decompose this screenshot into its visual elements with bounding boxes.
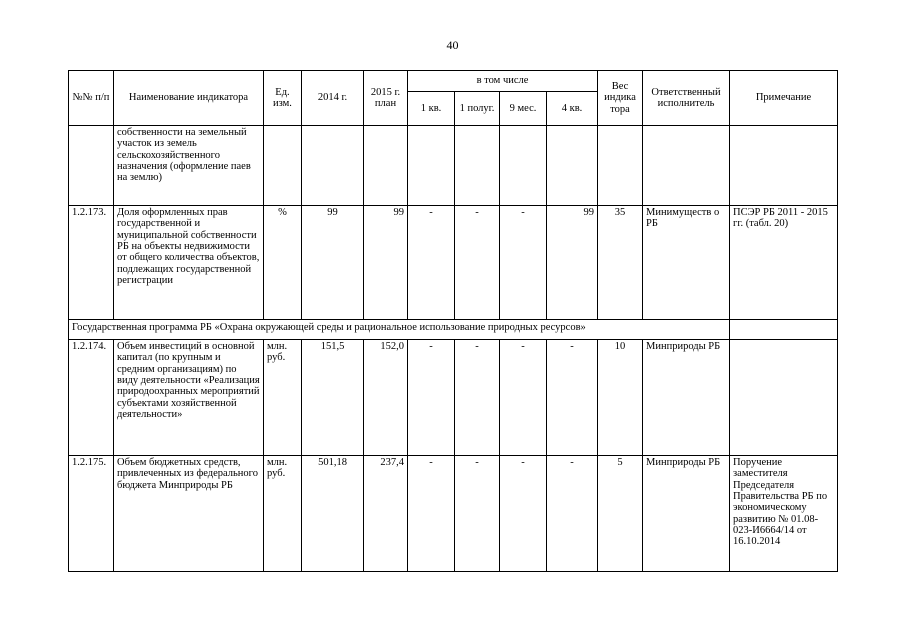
row-9m (500, 126, 547, 206)
section-note (730, 320, 838, 340)
header-unit: Ед. изм. (264, 71, 302, 126)
row-note (730, 340, 838, 456)
header-including: в том числе (408, 71, 598, 92)
indicators-table (68, 70, 838, 572)
header-responsible: Ответственный исполнитель (643, 71, 730, 126)
table-row (69, 206, 838, 320)
row-9m: - (500, 340, 547, 456)
row-note: Поручение заместителя Председателя Правительства РБ по экономическому развитию № 01.08-023-И6664/14 от 16.10.2014 (730, 456, 838, 572)
row-q1: - (408, 206, 455, 320)
table-row (69, 340, 838, 456)
row-q1: - (408, 340, 455, 456)
row-unit (264, 126, 302, 206)
row-2014: 151,5 (302, 340, 364, 456)
page-number: 40 (446, 38, 459, 52)
row-q4 (547, 126, 598, 206)
row-q4: - (547, 340, 598, 456)
header-h1: 1 полуг. (455, 92, 500, 126)
section-row (69, 320, 838, 340)
row-2014 (302, 126, 364, 206)
table-row (69, 456, 838, 572)
row-name: Объем инвестиций в основной капитал (по крупным и средним организациям) по виду деятельности «Реализация природоохранных мероприятий субъектами хозяйственной деятельности» (114, 340, 264, 456)
row-num: 1.2.175. (69, 456, 114, 572)
row-name: Объем бюджетных средств, привлеченных из федерального бюджета Минприроды РБ (114, 456, 264, 572)
row-responsible: Минприроды РБ (643, 340, 730, 456)
row-weight: 35 (598, 206, 643, 320)
row-q4: 99 (547, 206, 598, 320)
header-name: Наименование индикатора (114, 71, 264, 126)
header-num: №№ п/п (69, 71, 114, 126)
row-h1: - (455, 340, 500, 456)
row-num (69, 126, 114, 206)
row-name: Доля оформленных прав государственной и муниципальной собственности РБ на объекты недвижимости от общего количества объектов, подлежащих государственной регистрации (114, 206, 264, 320)
section-title: Государственная программа РБ «Охрана окружающей среды и рациональное использование природных ресурсов» (69, 320, 730, 340)
row-9m: - (500, 206, 547, 320)
row-q1: - (408, 456, 455, 572)
row-2014: 99 (302, 206, 364, 320)
row-2015: 99 (364, 206, 408, 320)
header-q4: 4 кв. (547, 92, 598, 126)
row-h1: - (455, 456, 500, 572)
row-note (730, 126, 838, 206)
row-responsible: Минприроды РБ (643, 456, 730, 572)
header-weight: Вес индика тора (598, 71, 643, 126)
row-num: 1.2.174. (69, 340, 114, 456)
row-num: 1.2.173. (69, 206, 114, 320)
row-name: собственности на земельный участок из земель сельскохозяйственного назначения (оформление паев на землю) (114, 126, 264, 206)
row-responsible: Минимуществ о РБ (643, 206, 730, 320)
row-2015: 237,4 (364, 456, 408, 572)
row-9m: - (500, 456, 547, 572)
row-unit: млн. руб. (264, 340, 302, 456)
header-q1: 1 кв. (408, 92, 455, 126)
row-unit: % (264, 206, 302, 320)
row-note: ПСЭР РБ 2011 - 2015 гг. (табл. 20) (730, 206, 838, 320)
row-weight (598, 126, 643, 206)
row-2015: 152,0 (364, 340, 408, 456)
row-responsible (643, 126, 730, 206)
row-q4: - (547, 456, 598, 572)
table-row (69, 126, 838, 206)
header-9m: 9 мес. (500, 92, 547, 126)
row-q1 (408, 126, 455, 206)
row-unit: млн. руб. (264, 456, 302, 572)
header-2015: 2015 г. план (364, 71, 408, 126)
header-note: Примечание (730, 71, 838, 126)
row-weight: 10 (598, 340, 643, 456)
row-h1: - (455, 206, 500, 320)
row-h1 (455, 126, 500, 206)
row-weight: 5 (598, 456, 643, 572)
row-2014: 501,18 (302, 456, 364, 572)
row-2015 (364, 126, 408, 206)
header-2014: 2014 г. (302, 71, 364, 126)
